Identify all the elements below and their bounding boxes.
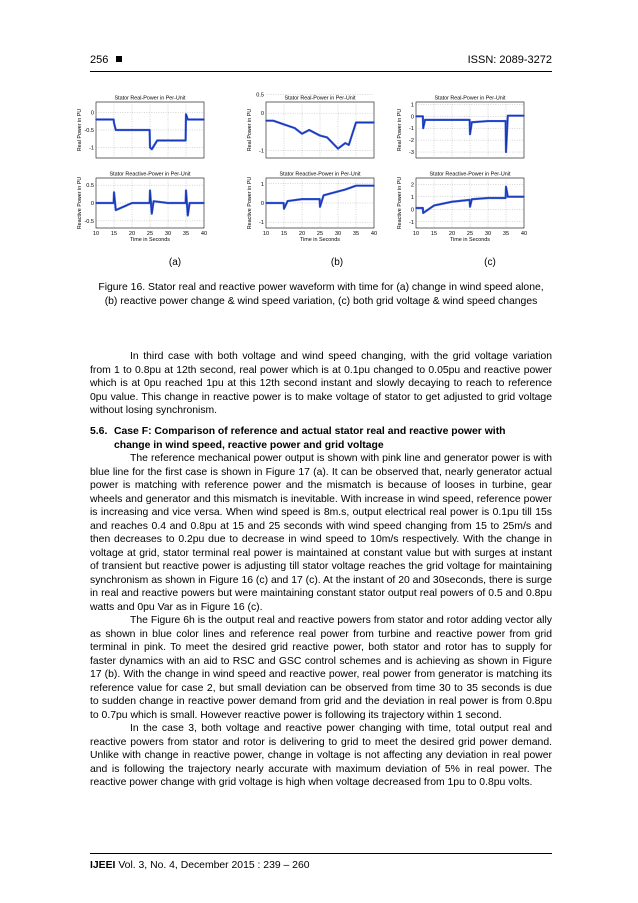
y-axis-label: Reactive Power in PU xyxy=(77,176,83,230)
data-point xyxy=(487,120,488,121)
data-point xyxy=(423,128,424,129)
data-point xyxy=(113,122,114,123)
y-tick-label: 1 xyxy=(410,194,414,201)
x-tick-label: 30 xyxy=(334,231,342,237)
x-tick-label: 20 xyxy=(298,231,306,237)
data-point xyxy=(433,205,434,206)
x-tick-label: 40 xyxy=(520,231,528,237)
paragraph-third-case xyxy=(90,350,552,418)
data-point xyxy=(337,191,338,192)
figure-caption: Figure 16. Stator real and reactive power waveform with time for (a) change in wind speed alone, (b) reactive power change & wind speed variation, (c) both grid voltage & wind speed changes xyxy=(98,282,544,307)
y-tick-label: -0.5 xyxy=(84,128,94,134)
figure-panel-svg xyxy=(380,90,530,255)
x-tick-label: 40 xyxy=(200,231,208,237)
y-axis-label: Reactive Power in PU xyxy=(397,176,403,230)
data-point xyxy=(115,129,116,130)
data-point xyxy=(469,119,470,120)
data-point xyxy=(373,122,374,123)
x-tick-label: 15 xyxy=(430,231,438,237)
data-point xyxy=(103,119,104,120)
x-tick-label: 40 xyxy=(370,231,378,237)
data-point xyxy=(523,196,524,197)
data-point xyxy=(167,140,168,141)
data-point xyxy=(507,115,508,116)
data-point xyxy=(469,199,470,200)
data-point xyxy=(153,201,154,202)
y-tick-label: 2 xyxy=(410,182,414,189)
x-axis-label: Time in Seconds xyxy=(300,237,340,243)
data-point xyxy=(185,190,186,191)
data-point xyxy=(113,119,114,120)
data-point xyxy=(469,133,470,134)
data-point xyxy=(113,192,114,193)
data-point xyxy=(487,197,488,198)
page-number: 256 xyxy=(90,54,122,66)
y-tick-label: 0.5 xyxy=(86,183,94,190)
y-tick-label: -1 xyxy=(409,126,414,133)
x-tick-label: 25 xyxy=(146,231,154,237)
x-tick-label: 30 xyxy=(164,231,172,237)
y-tick-label: -1 xyxy=(259,220,264,227)
data-point xyxy=(203,202,204,203)
x-tick-label: 30 xyxy=(484,231,492,237)
data-point xyxy=(157,140,158,141)
panel-label-b: (b) xyxy=(330,257,344,268)
y-tick-label: -3 xyxy=(409,150,414,157)
data-point xyxy=(505,186,506,187)
x-tick-label: 20 xyxy=(448,231,456,237)
data-point xyxy=(301,133,302,134)
data-point xyxy=(131,129,132,130)
data-point xyxy=(348,144,349,145)
data-point xyxy=(309,129,310,130)
data-point xyxy=(178,140,179,141)
data-point xyxy=(373,185,374,186)
data-point xyxy=(471,122,472,123)
x-tick-label: 25 xyxy=(316,231,324,237)
data-point xyxy=(337,148,338,149)
data-point xyxy=(151,149,152,150)
section-heading xyxy=(90,425,552,452)
figure-panel-b xyxy=(230,90,380,275)
data-point xyxy=(422,116,423,117)
data-point xyxy=(451,119,452,120)
paragraph-3: In the case 3, both voltage and reactive power changing with time, total output real and reactive powers from stator and rotor is delivering to grid to meet the desired grid power demand. Unlike with change in reactive power, change in voltage is not affecting any deviation in real power and is following the trajectory nearly accurate with maximum deviation of 5% in real power. The reactive power change with grid voltage is high when voltage decreased from 1pu to 0.8pu volts. xyxy=(90,723,552,788)
panel-label-a: (a) xyxy=(168,257,182,268)
square-bullet-icon xyxy=(116,56,122,62)
data-point xyxy=(149,147,150,148)
y-axis-label: Real Power in PU xyxy=(77,108,83,152)
y-tick-label: -1 xyxy=(409,219,414,226)
y-tick-label: -1 xyxy=(89,145,94,152)
header-rule xyxy=(90,71,552,72)
x-tick-label: 10 xyxy=(262,231,270,237)
data-point xyxy=(355,122,356,123)
data-point xyxy=(185,202,186,203)
x-tick-label: 35 xyxy=(502,231,510,237)
data-point xyxy=(451,201,452,202)
data-point xyxy=(196,119,197,120)
y-tick-label: 0 xyxy=(90,110,94,117)
y-tick-label: -1 xyxy=(259,148,264,155)
y-axis-label: Real Power in PU xyxy=(397,108,403,152)
data-point xyxy=(422,207,423,208)
section-number: 5.6. xyxy=(90,426,108,437)
section-body xyxy=(90,452,552,790)
plot-title: Stator Real-Power in Per-Unit xyxy=(114,95,186,102)
panel-label-c: (c) xyxy=(484,257,496,268)
data-point xyxy=(185,114,186,115)
data-point xyxy=(287,200,288,201)
y-tick-label: 0 xyxy=(260,201,264,207)
y-tick-label: -0.5 xyxy=(84,218,94,225)
x-axis-label: Time in Seconds xyxy=(450,237,490,243)
data-point xyxy=(471,199,472,200)
x-tick-label: 20 xyxy=(128,231,136,237)
data-point xyxy=(423,212,424,213)
data-point xyxy=(131,202,132,203)
data-point xyxy=(294,127,295,128)
section-title-line1: Case F: Comparison of reference and actual stator real and reactive power with xyxy=(114,426,506,437)
paragraph-text: In third case with both voltage and wind speed changing, with the grid voltage variation from 1 to 0.8pu at 12th second, real power which is at 0.1pu changed to 0.05pu and reactive power which is at 0pu reached 1pu at this 12th second instant and slowly decaying to reach to reference 0pu value. This change in reactive power is to make voltage of stator to get adjusted to grid voltage without losing synchronism. xyxy=(90,351,552,416)
journal-citation: Vol. 3, No. 4, December 2015 : 239 – 260 xyxy=(118,860,310,871)
data-point xyxy=(469,206,470,207)
figure-panel-svg xyxy=(60,90,210,255)
data-point xyxy=(507,196,508,197)
x-axis-label: Time in Seconds xyxy=(130,237,170,243)
data-point xyxy=(327,137,328,138)
data-point xyxy=(189,202,190,203)
y-tick-label: 0.5 xyxy=(256,92,264,99)
x-tick-label: 10 xyxy=(92,231,100,237)
paragraph-2: The Figure 6h is the output real and reactive powers from stator and rotor adding vector ally as shown in blue color lines and reference real power from turbine and reactive power from grid terminal in pink. To meet the desired grid reactive power, both stator and rotor has to supply for faster dynamics with an aid to RSC and GSC control schemes and is achieving as shown in Figure 17 (b). With the change in wind speed and reactive power, real power from generator is matching its reference value for case 2, but small deviation can be observed from time 30 to 35 seconds is due to sudden change in reactive power demand from grid and the deviation in real power is from 0.8pu to 0.7pu which is small. However reactive power is following its trajectory within 1 second. xyxy=(90,615,552,721)
journal-name: IJEEI xyxy=(90,860,116,871)
data-point xyxy=(149,190,150,191)
figure-panel-c xyxy=(380,90,530,275)
y-tick-label: 0 xyxy=(260,111,264,118)
data-point xyxy=(151,213,152,214)
data-point xyxy=(187,119,188,120)
data-point xyxy=(149,129,150,130)
power-series-line xyxy=(266,121,374,149)
page-footer xyxy=(90,860,310,871)
data-point xyxy=(185,140,186,141)
data-point xyxy=(319,206,320,207)
plot-title: Stator Reactive-Power in Per-Unit xyxy=(279,171,361,178)
x-tick-label: 15 xyxy=(280,231,288,237)
data-point xyxy=(203,119,204,120)
plot-title: Stator Reactive-Power in Per-Unit xyxy=(109,171,191,178)
figure-16 xyxy=(60,90,560,275)
y-axis-label: Real Power in PU xyxy=(247,108,253,152)
y-axis-label: Reactive Power in PU xyxy=(247,176,253,230)
data-point xyxy=(415,116,416,117)
data-point xyxy=(523,115,524,116)
section-title-line2: change in wind speed, reactive power and grid voltage xyxy=(114,439,384,451)
data-point xyxy=(265,120,266,121)
data-point xyxy=(415,207,416,208)
data-point xyxy=(149,202,150,203)
issn: ISSN: 2089-3272 xyxy=(467,54,552,66)
y-tick-label: 0 xyxy=(90,201,94,207)
data-point xyxy=(113,202,114,203)
y-tick-label: 0 xyxy=(410,207,414,214)
data-point xyxy=(283,202,284,203)
data-point xyxy=(95,119,96,120)
data-point xyxy=(505,120,506,121)
x-tick-label: 10 xyxy=(412,231,420,237)
y-tick-label: -2 xyxy=(409,138,414,145)
data-point xyxy=(301,198,302,199)
y-tick-label: 0 xyxy=(410,114,414,121)
data-point xyxy=(355,185,356,186)
plot-title: Stator Real-Power in Per-Unit xyxy=(284,95,356,102)
data-point xyxy=(433,119,434,120)
data-point xyxy=(283,208,284,209)
plot-title: Stator Reactive-Power in Per-Unit xyxy=(429,171,511,178)
y-tick-label: 1 xyxy=(260,181,264,188)
figure-panel-svg xyxy=(230,90,380,255)
data-point xyxy=(345,142,346,143)
x-tick-label: 35 xyxy=(352,231,360,237)
data-point xyxy=(319,135,320,136)
data-point xyxy=(115,209,116,210)
data-point xyxy=(424,119,425,120)
data-point xyxy=(265,202,266,203)
x-tick-label: 35 xyxy=(182,231,190,237)
data-point xyxy=(319,198,320,199)
plot-title: Stator Real-Power in Per-Unit xyxy=(434,95,506,102)
data-point xyxy=(505,151,506,152)
paragraph-1: The reference mechanical power output is shown with pink line and generator power is with blue line for the first case is shown in Figure 17 (a). It can be observed that, nearly generator actual power is matching with reference power and the mismatch is because of looses in turbine, gear wheels and generator and this mismatch is inevitable. With increase in wind speed, reference power is increasing and vice versa. When wind speed is 8m.s, output electrical real power is 0.1pu till 15s and reaches 0.4 and 0.8pu at 15 and 25 seconds with wind speed changing from 15 to 25m/s and then decreases to 0.2pu due to decrease in wind speed to 10m/s respectively. With the change in voltage at grid, stator terminal real power is maintained at constant value but with surges at instant of transient but reactive power is adjusting till stator voltage reaches the grid voltage for maintaining synchronism as shown in Figure 16 (c) and 17 (c). At the instant of 20 and 30seconds, there is surge in real and reactive powers but were maintaining constant stator output real powers of 0.5 and 0.8pu watts and 0pu Var as in Figure 16 (c). xyxy=(90,453,552,613)
plot-frame xyxy=(266,102,374,158)
data-point xyxy=(95,202,96,203)
data-point xyxy=(273,120,274,121)
footer-rule xyxy=(90,853,552,854)
data-point xyxy=(283,124,284,125)
x-tick-label: 25 xyxy=(466,231,474,237)
data-point xyxy=(187,215,188,216)
figure-panel-a xyxy=(60,90,210,275)
data-point xyxy=(505,197,506,198)
data-point xyxy=(167,202,168,203)
y-tick-label: 1 xyxy=(410,102,414,109)
data-point xyxy=(323,195,324,196)
data-point xyxy=(345,189,346,190)
x-tick-label: 15 xyxy=(110,231,118,237)
